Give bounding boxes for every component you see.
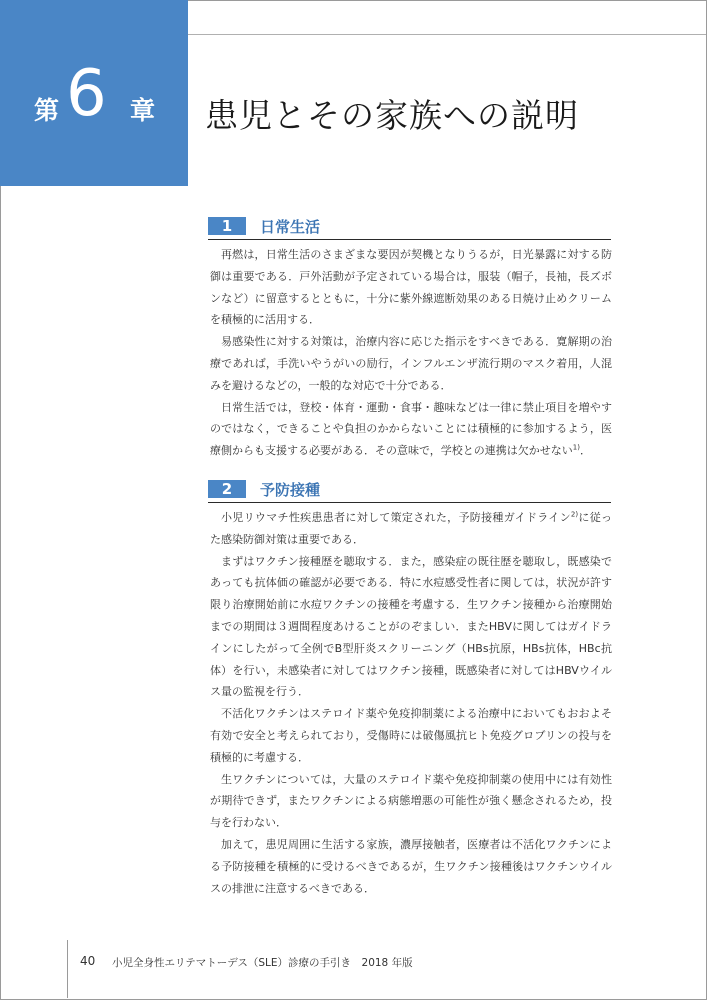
paragraph: 生ワクチンについては，大量のステロイド薬や免疫抑制薬の使用中には有効性が期待できず，またワクチンによる病態増悪の可能性が強く懸念されるため，投与を行わない． bbox=[210, 772, 612, 830]
paragraph: 加えて，患児周囲に生活する家族，濃厚接触者，医療者は不活化ワクチンによる予防接種を積極的に受けるべきであるが，生ワクチン接種後はワクチンウイルスの排泄に注意するべきである． bbox=[210, 837, 612, 895]
paragraph: 不活化ワクチンはステロイド薬や免疫抑制薬による治療中においてもおおよそ有効で安全と考えられており，受傷時には破傷風抗ヒト免疫グロブリンの投与を積極的に考慮する． bbox=[210, 707, 612, 764]
running-title: 小児全身性エリテマトーデス（SLE）診療の手引き 2018 年版 bbox=[112, 957, 413, 969]
reference-mark: 1) bbox=[572, 443, 580, 452]
chapter-title: 患児とその家族への説明 bbox=[205, 96, 579, 135]
chapter-badge bbox=[0, 0, 188, 186]
page-number: 40 bbox=[80, 954, 96, 968]
paragraph: まずはワクチン接種歴を聴取する．また，感染症の既往歴を聴取し，既感染であっても抗体価の確認が必要である．特に水痘感受性者に関しては，状況が許す限り治療開始前に水痘ワクチンの接種を考慮する．生ワクチン接種から治療開始までの期間は３週間程度あけることがのぞましい．またHBVに関してはガイドラインにしたがって全例でB型肝炎スクリーニング（HBs抗原，HBs抗体，HBc抗体）を行い，未感染者に対してはワクチン接種，既感染者に対してはHBVウイルス量の監視を行う． bbox=[210, 554, 612, 699]
section-title: 日常生活 bbox=[260, 218, 321, 236]
chapter-number: 6 bbox=[66, 57, 107, 131]
paragraph: 日常生活では，登校・体育・運動・食事・趣味などは一律に禁止項目を増やすのではなく，できることや負担のかからないことには積極的に参加するよう，医療側からも支援する必要がある．その意味で，学校との連携は欠かせない$^{1)}$． bbox=[210, 400, 612, 458]
footer-rule bbox=[67, 940, 68, 998]
section-title: 予防接種 bbox=[260, 481, 321, 499]
paragraph: 再燃は，日常生活のさまざまな要因が契機となりうるが，日光暴露に対する防御は重要である．戸外活動が予定されている場合は，服装（帽子，長袖，長ズボンなど）に留意するとともに，十分に紫外線遮断効果のある日焼け止めクリームを積極的に活用する． bbox=[210, 248, 612, 327]
chapter-prefix: 第 bbox=[34, 96, 60, 125]
paragraph: 小児リウマチ性疾患患者に対して策定された，予防接種ガイドライン$^{2)}$に従った感染防御対策は重要である． bbox=[210, 510, 613, 546]
section-number: 1 bbox=[208, 217, 246, 235]
section-heading-1 bbox=[208, 217, 611, 240]
section-heading-2 bbox=[208, 480, 611, 503]
section-number: 2 bbox=[208, 480, 246, 498]
header-rule bbox=[188, 34, 706, 35]
paragraph: 易感染性に対する対策は，治療内容に応じた指示をすべきである．寛解期の治療であれば，手洗いやうがいの励行，インフルエンザ流行期のマスク着用，人混みを避けるなどの，一般的な対応で十分である． bbox=[210, 335, 612, 392]
reference-mark: 2) bbox=[570, 510, 579, 519]
section-body-2 bbox=[210, 507, 612, 899]
section-body-1 bbox=[210, 244, 612, 462]
chapter-suffix: 章 bbox=[130, 96, 156, 125]
